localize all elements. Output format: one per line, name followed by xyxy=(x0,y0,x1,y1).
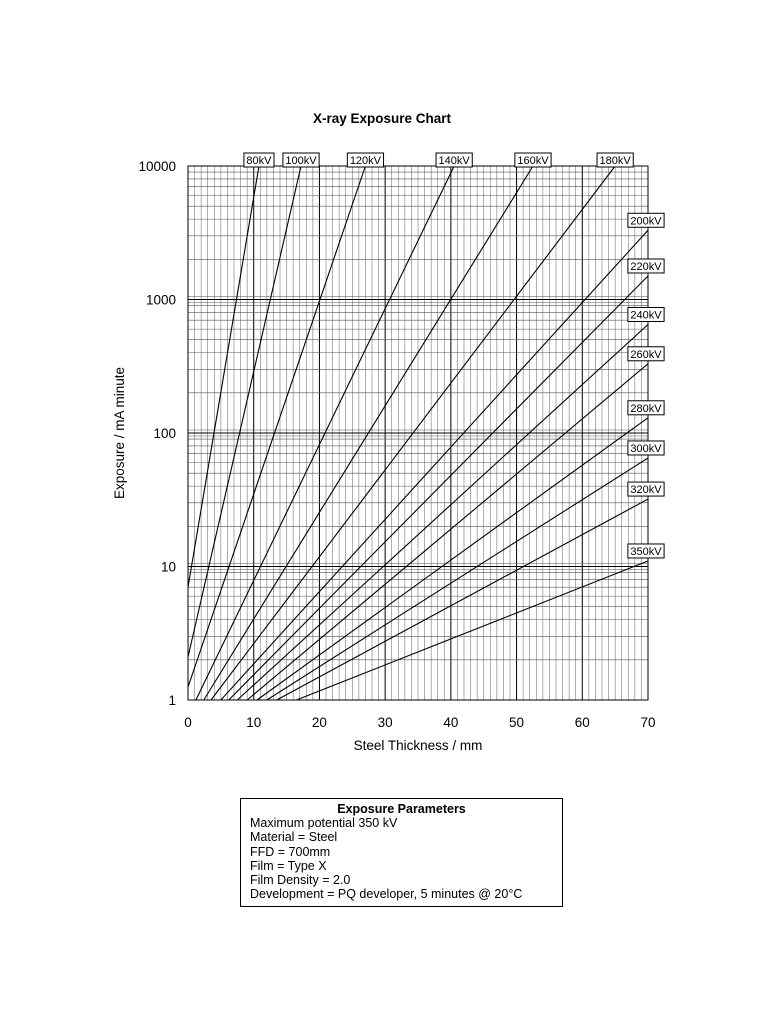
parameter-line: Film Density = 2.0 xyxy=(250,873,351,888)
chart-title: X-ray Exposure Chart xyxy=(312,111,452,126)
series-label-text: 350kV xyxy=(630,545,662,558)
series-line xyxy=(237,324,648,700)
series-label xyxy=(244,153,274,167)
x-tick-label: 60 xyxy=(574,715,590,730)
series-label-text: 240kV xyxy=(630,309,662,322)
series-label-text: 80kV xyxy=(246,155,272,167)
series-label-text: 220kV xyxy=(630,260,662,273)
series-labels xyxy=(244,153,664,558)
series-label-text: 280kV xyxy=(630,402,662,415)
series-label xyxy=(628,401,664,415)
exposure-parameters-box xyxy=(240,798,563,907)
series-label-text: 200kV xyxy=(630,215,662,228)
series-label-text: 160kV xyxy=(517,155,549,167)
series-label-text: 180kV xyxy=(599,155,631,167)
series-label xyxy=(628,441,664,455)
x-tick-label: 10 xyxy=(246,715,262,730)
x-axis-ticks xyxy=(184,715,655,730)
series-label xyxy=(347,153,383,167)
y-axis-label: Exposure / mA minute xyxy=(112,366,127,500)
series-label-text: 120kV xyxy=(349,155,382,167)
y-tick-label: 10000 xyxy=(138,159,176,174)
parameter-line: Material = Steel xyxy=(250,830,338,845)
series-label-text: 300kV xyxy=(630,442,662,455)
series-label-text: 260kV xyxy=(630,348,662,361)
parameter-line: Development = PQ developer, 5 minutes @ 20°C xyxy=(250,887,523,902)
x-tick-label: 20 xyxy=(311,715,327,730)
y-tick-label: 10 xyxy=(160,559,176,575)
x-axis-label: Steel Thickness / mm xyxy=(353,738,483,753)
series-label-text: 320kV xyxy=(630,484,662,497)
x-tick-label: 40 xyxy=(443,715,459,730)
grid xyxy=(188,166,648,700)
y-axis-ticks xyxy=(138,159,176,708)
series-label xyxy=(628,544,664,558)
series-label xyxy=(628,213,664,227)
series-label xyxy=(628,482,664,496)
series-label-text: 100kV xyxy=(285,155,317,167)
series-label-text: 140kV xyxy=(438,155,470,167)
parameter-line: Film = Type X xyxy=(250,858,327,873)
x-tick-label: 50 xyxy=(509,715,525,730)
exposure-parameters-title: Exposure Parameters xyxy=(337,802,466,816)
x-tick-label: 70 xyxy=(640,715,656,730)
series-label xyxy=(283,153,319,167)
parameter-line: FFD = 700mm xyxy=(250,844,331,859)
series-label xyxy=(515,153,551,167)
y-tick-label: 1 xyxy=(168,693,176,708)
series-line xyxy=(257,418,648,700)
series-line xyxy=(188,166,301,657)
series-line xyxy=(221,230,648,700)
series-label xyxy=(628,307,664,321)
x-tick-label: 0 xyxy=(184,715,192,730)
series-line xyxy=(188,166,259,587)
series-label xyxy=(597,153,633,167)
series-label xyxy=(628,259,664,273)
x-tick-label: 30 xyxy=(377,715,393,730)
series-label xyxy=(436,153,472,167)
series-label xyxy=(628,347,664,361)
y-tick-label: 1000 xyxy=(145,292,176,308)
parameter-line: Maximum potential 350 kV xyxy=(250,816,398,831)
y-tick-label: 100 xyxy=(153,426,176,441)
